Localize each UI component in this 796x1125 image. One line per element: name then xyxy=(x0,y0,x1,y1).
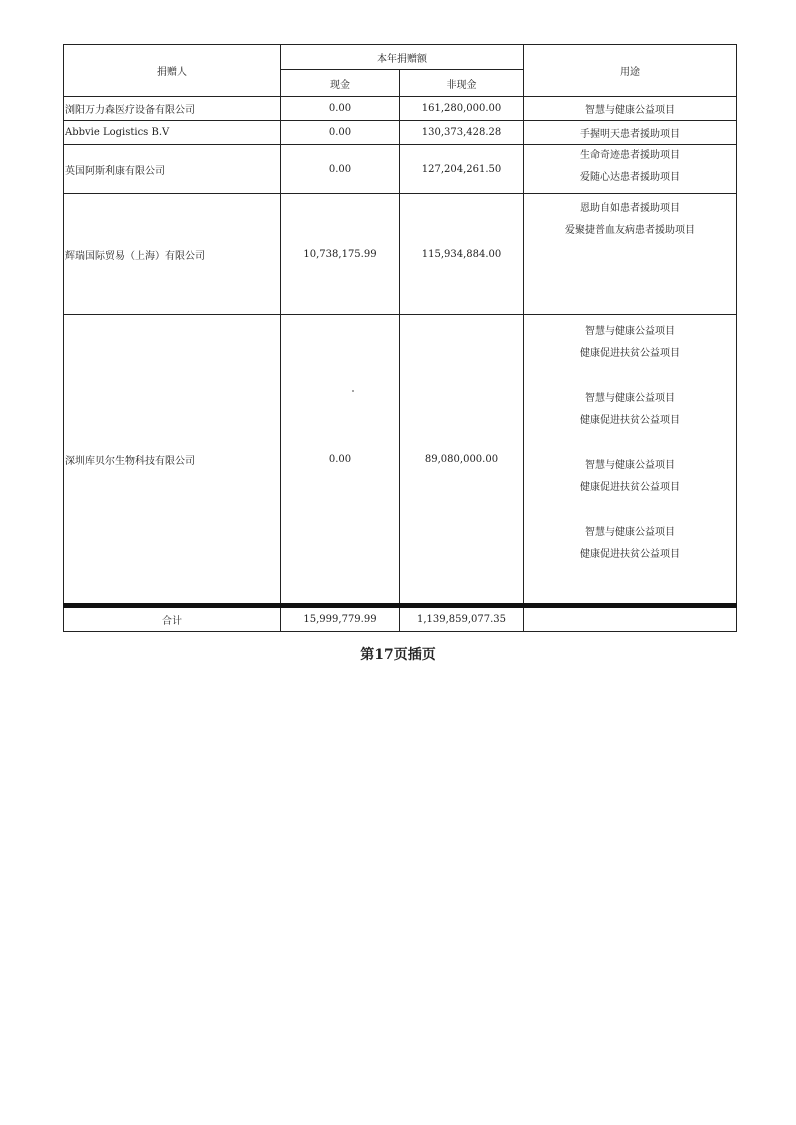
scan-speck xyxy=(352,390,354,392)
table-row xyxy=(64,121,737,145)
total-label: 合计 xyxy=(64,606,281,632)
table-row xyxy=(64,145,737,194)
donor-cell: 深圳库贝尔生物科技有限公司 xyxy=(64,315,281,606)
donor-cell: 英国阿斯利康有限公司 xyxy=(64,145,281,194)
table-row xyxy=(64,194,737,315)
header-non-cash: 非现金 xyxy=(400,70,524,97)
donor-cell: 辉瑞国际贸易（上海）有限公司 xyxy=(64,194,281,315)
non-cash-cell: 89,080,000.00 xyxy=(400,315,524,606)
purpose-item: 生命奇迹患者援助项目 xyxy=(580,150,680,161)
purpose-item: 健康促进扶贫公益项目 xyxy=(580,415,680,426)
purpose-item: 智慧与健康公益项目 xyxy=(585,527,675,538)
cash-cell: 0.00 xyxy=(281,97,400,121)
page-footer: 第17页插页 xyxy=(360,647,436,663)
header-amount-group: 本年捐赠额 xyxy=(281,45,524,70)
purpose-cell: 手握明天患者援助项目 xyxy=(524,121,737,145)
purpose-cell xyxy=(524,194,737,315)
total-purpose xyxy=(524,606,737,632)
non-cash-cell: 161,280,000.00 xyxy=(400,97,524,121)
purpose-cell xyxy=(524,145,737,194)
cash-cell: 0.00 xyxy=(281,315,400,606)
non-cash-cell: 127,204,261.50 xyxy=(400,145,524,194)
header-purpose: 用途 xyxy=(524,45,737,97)
purpose-item: 智慧与健康公益项目 xyxy=(585,460,675,471)
purpose-spacer xyxy=(524,365,736,388)
header-row-1 xyxy=(64,45,737,70)
donor-cell: 浏阳万力森医疗设备有限公司 xyxy=(64,97,281,121)
non-cash-cell: 115,934,884.00 xyxy=(400,194,524,315)
purpose-item: 爱随心达患者援助项目 xyxy=(580,172,680,183)
purpose-spacer xyxy=(524,432,736,455)
header-cash: 现金 xyxy=(281,70,400,97)
table-row xyxy=(64,97,737,121)
donations-table xyxy=(63,44,737,632)
non-cash-cell: 130,373,428.28 xyxy=(400,121,524,145)
purpose-item: 智慧与健康公益项目 xyxy=(585,326,675,337)
donor-cell: Abbvie Logistics B.V xyxy=(64,121,281,145)
cash-cell: 0.00 xyxy=(281,145,400,194)
header-donor: 捐赠人 xyxy=(64,45,281,97)
cash-cell: 10,738,175.99 xyxy=(281,194,400,315)
purpose-cell xyxy=(524,315,737,606)
purpose-item: 爱聚捷普血友病患者援助项目 xyxy=(565,225,695,236)
purpose-cell: 智慧与健康公益项目 xyxy=(524,97,737,121)
table-row xyxy=(64,315,737,606)
purpose-item: 健康促进扶贫公益项目 xyxy=(580,348,680,359)
total-row xyxy=(64,606,737,632)
total-cash: 15,999,779.99 xyxy=(281,606,400,632)
purpose-item: 健康促进扶贫公益项目 xyxy=(580,549,680,560)
purpose-spacer xyxy=(524,499,736,522)
total-non-cash: 1,139,859,077.35 xyxy=(400,606,524,632)
purpose-item: 健康促进扶贫公益项目 xyxy=(580,482,680,493)
purpose-item: 智慧与健康公益项目 xyxy=(585,393,675,404)
cash-cell: 0.00 xyxy=(281,121,400,145)
purpose-item: 恩助自如患者援助项目 xyxy=(580,203,680,214)
